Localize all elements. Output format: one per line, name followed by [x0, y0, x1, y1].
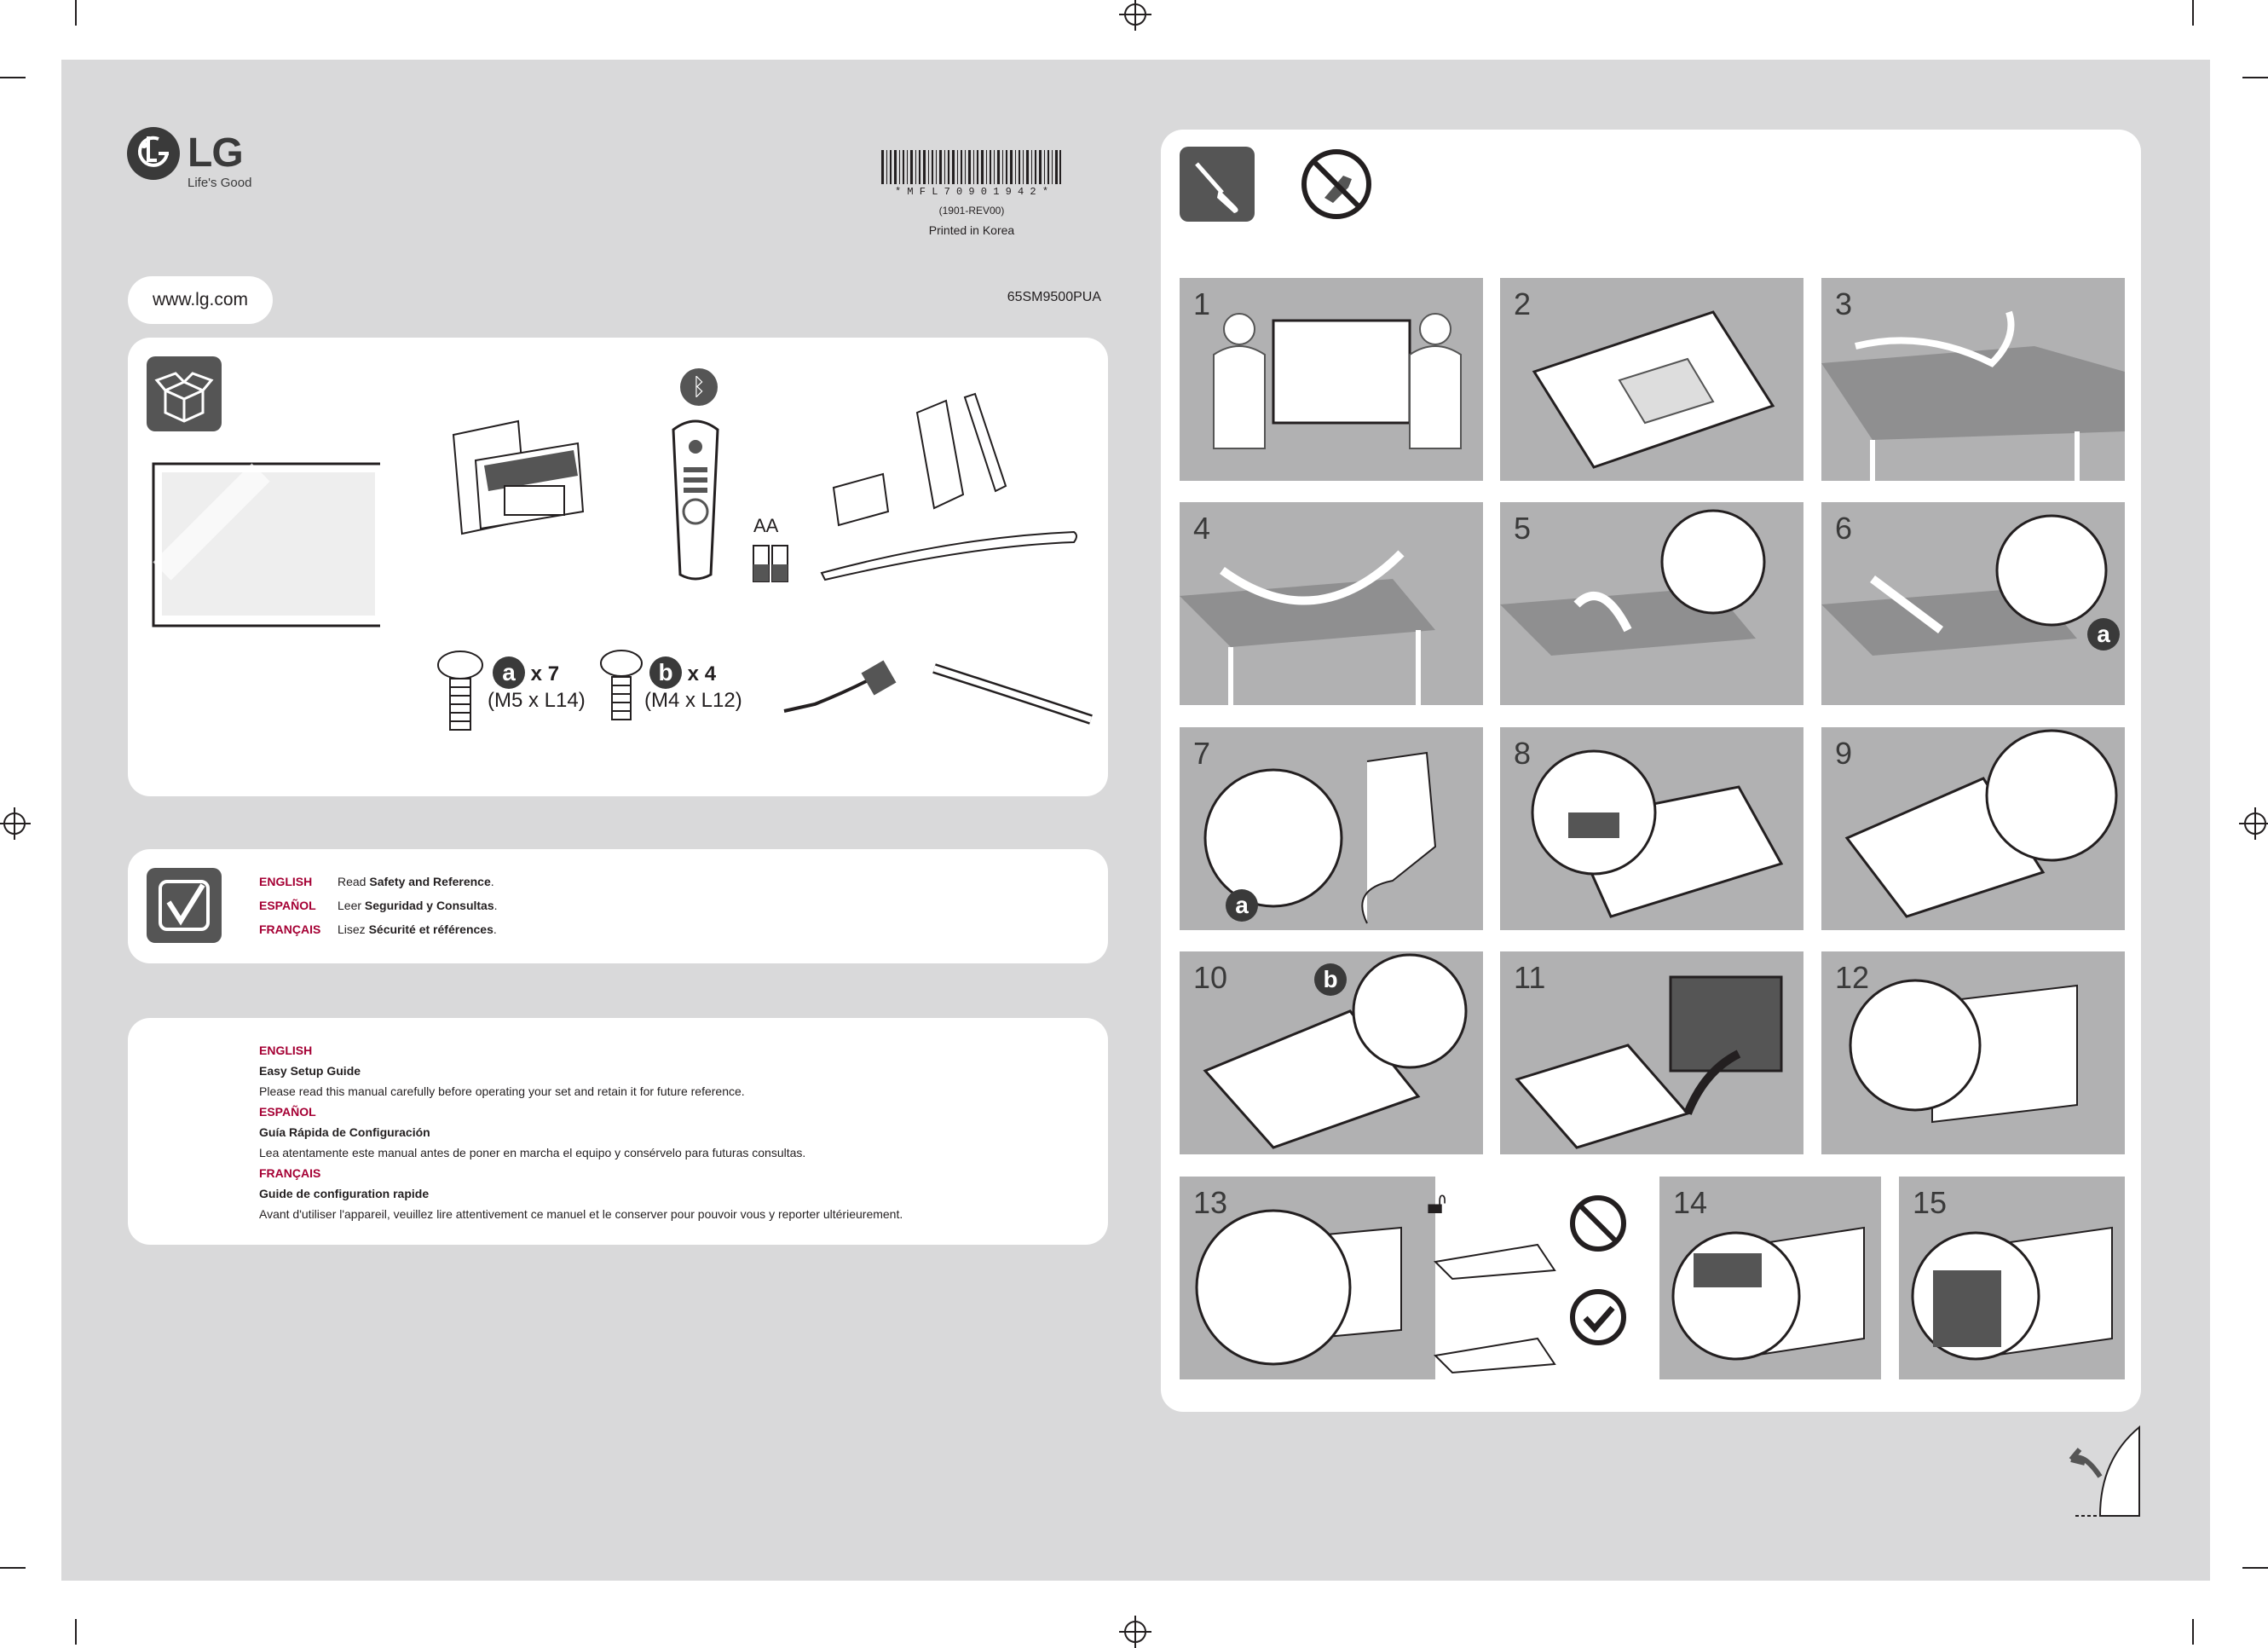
step-14 — [1659, 1177, 1881, 1379]
step-8 — [1500, 727, 1803, 930]
unlock-icon: 🔓︎ — [1427, 1185, 1447, 1220]
guide-lang: ESPAÑOL — [259, 1105, 316, 1119]
model-number: 65SM9500PUA — [1007, 290, 1101, 304]
barcode — [881, 150, 1062, 184]
step-15 — [1899, 1177, 2125, 1379]
screw-b-label — [649, 656, 716, 689]
registration-mark — [2244, 812, 2266, 835]
step-7 — [1180, 727, 1483, 930]
website-link[interactable]: www.lg.com — [128, 276, 273, 324]
crop-mark — [0, 1567, 26, 1569]
screw-b-badge: b — [1314, 963, 1347, 996]
step-number: 15 — [1913, 1185, 1948, 1220]
guide-title: Guide de configuration rapide — [259, 1187, 430, 1200]
attach-stand-body-icon — [1500, 502, 1803, 705]
crop-mark — [75, 1619, 77, 1645]
av-cable-icon — [781, 656, 900, 725]
step-12 — [1821, 951, 2125, 1154]
two-people-carry-tv-icon — [1180, 278, 1483, 481]
stand-parts-illustration — [818, 392, 1091, 588]
step-number: 11 — [1514, 960, 1546, 995]
screw-a-label — [493, 656, 559, 689]
safety-text: Leer Seguridad y Consultas. — [338, 899, 498, 912]
manuals-illustration — [450, 418, 586, 546]
tv-face-down-icon — [1500, 278, 1803, 481]
allowed-check-icon — [1568, 1287, 1628, 1347]
safety-text: Lisez Sécurité et références. — [338, 922, 497, 936]
step-11 — [1500, 951, 1803, 1154]
step-number: 9 — [1835, 736, 1853, 771]
place-stand-icon — [1821, 727, 2125, 930]
guide-info — [259, 1040, 903, 1224]
screw-a-letter: a — [493, 656, 525, 689]
guide-text: Avant d'utiliser l'appareil, veuillez lire attentivement ce manuel et le conserver pour pouvoir vous y reporter ultérieurement. — [259, 1207, 903, 1221]
registration-mark — [1124, 3, 1146, 26]
step-number: 7 — [1193, 736, 1211, 771]
remove-cover-icon — [1500, 727, 1803, 930]
step-number: 10 — [1193, 960, 1228, 995]
step-1 — [1180, 278, 1483, 481]
stand-tv-upright-icon — [1500, 951, 1803, 1154]
step-number: 14 — [1673, 1185, 1708, 1220]
step-number: 3 — [1835, 286, 1853, 321]
step-3 — [1821, 278, 2125, 481]
lg-face-icon — [126, 126, 181, 181]
guide-lang: FRANÇAIS — [259, 1166, 321, 1180]
screw-stand-body-icon — [1821, 502, 2125, 705]
screw-a-size: (M5 x L14) — [488, 689, 586, 712]
step-2 — [1500, 278, 1803, 481]
registration-mark — [3, 812, 26, 835]
box-icon — [147, 356, 222, 431]
cable-cover-icon — [1821, 951, 2125, 1154]
not-allowed-icon — [1568, 1194, 1628, 1253]
stand-base-icon — [1180, 502, 1483, 705]
step-10 — [1180, 951, 1483, 1154]
guide-title: Guía Rápida de Configuración — [259, 1125, 430, 1139]
screw-b-count: x 4 — [687, 662, 717, 685]
battery-label: AA — [753, 515, 779, 536]
battery-icon — [752, 542, 791, 583]
step-13 — [1180, 1177, 1643, 1379]
guide-title: Easy Setup Guide — [259, 1064, 361, 1078]
brand-tagline: Life's Good — [188, 176, 252, 190]
cable-routing-icon — [1659, 1177, 1881, 1379]
registration-mark — [1124, 1621, 1146, 1643]
page-turn-icon — [2066, 1425, 2143, 1519]
step-number: 5 — [1514, 511, 1532, 546]
remote-illustration — [661, 413, 730, 583]
screw-a-badge: a — [2087, 618, 2120, 651]
step-number: 13 — [1193, 1185, 1228, 1220]
screw-a-icon — [435, 648, 486, 733]
crop-mark — [2242, 77, 2268, 78]
screwdriver-icon — [1180, 147, 1255, 222]
step-number: 12 — [1835, 960, 1870, 995]
safety-lang: ESPAÑOL — [259, 899, 316, 912]
tv-illustration — [150, 460, 380, 631]
step-9 — [1821, 727, 2125, 930]
guide-text: Please read this manual carefully before operating your set and retain it for future reference. — [259, 1084, 745, 1098]
screw-b-icon — [598, 648, 644, 725]
step-number: 2 — [1514, 286, 1532, 321]
crop-mark — [2242, 1567, 2268, 1569]
bluetooth-icon: ᛒ — [680, 368, 718, 406]
safety-lang: ENGLISH — [259, 875, 313, 888]
step-5 — [1500, 502, 1803, 705]
checklist-icon — [147, 868, 222, 943]
brand-name: LG — [188, 130, 243, 176]
guide-lang: ENGLISH — [259, 1044, 313, 1057]
cable-holder-icon — [929, 660, 1099, 728]
step-number: 8 — [1514, 736, 1532, 771]
barcode-code: * M F L 7 0 9 0 1 9 4 2 * — [894, 186, 1049, 198]
step-6 — [1821, 502, 2125, 705]
step-number: 6 — [1835, 511, 1853, 546]
attach-bracket-icon — [1180, 727, 1483, 930]
step-number: 1 — [1193, 286, 1211, 321]
revision: (1901-REV00) — [938, 205, 1005, 217]
crop-mark — [2192, 0, 2194, 26]
crop-mark — [75, 0, 77, 26]
screw-b-letter: b — [649, 656, 682, 689]
close-cover-icon — [1899, 1177, 2125, 1379]
guide-text: Lea atentamente este manual antes de poner en marcha el equipo y consérvelo para futuras consultas. — [259, 1146, 806, 1159]
screw-a-count: x 7 — [530, 662, 560, 685]
lg-logo — [126, 126, 271, 194]
printed-in: Printed in Korea — [928, 223, 1015, 237]
safety-text: Read Safety and Reference. — [338, 875, 494, 888]
screw-b-size: (M4 x L12) — [644, 689, 742, 712]
crop-mark — [0, 77, 26, 78]
stand-on-table-icon — [1821, 278, 2125, 481]
safety-lang: FRANÇAIS — [259, 922, 321, 936]
step-number: 4 — [1193, 511, 1211, 546]
crop-mark — [2192, 1619, 2194, 1645]
step-4 — [1180, 502, 1483, 705]
no-power-tool-icon — [1299, 147, 1374, 222]
screw-a-badge: a — [1226, 889, 1258, 922]
